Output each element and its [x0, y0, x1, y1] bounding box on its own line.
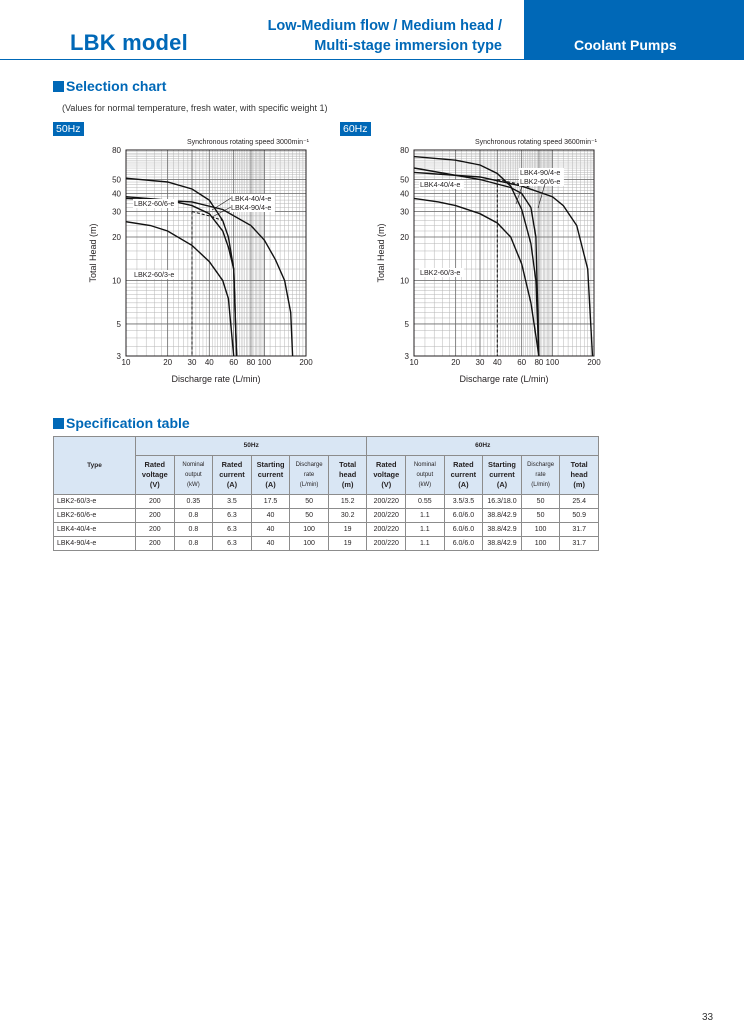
column-header: [406, 456, 445, 495]
y-tick-label: 30: [400, 207, 409, 217]
table-cell: 1.1: [406, 509, 445, 523]
table-cell: 50: [290, 495, 329, 509]
table-row: [54, 509, 599, 523]
column-header-line: current: [257, 470, 284, 479]
y-tick-label: 50: [400, 175, 409, 185]
chart-title: Synchronous rotating speed 3000min⁻¹: [187, 139, 309, 146]
table-cell: 17.5: [251, 495, 290, 509]
cell-type: LBK4-40/4-e: [54, 523, 136, 537]
column-header-line: Nominal: [413, 462, 436, 468]
column-header-line: Starting: [488, 460, 516, 469]
column-header-line: Rated: [144, 460, 166, 469]
heading-square-icon: [53, 418, 64, 429]
table-cell: 200: [136, 509, 175, 523]
table-cell: 38.8/42.9: [483, 509, 522, 523]
column-header-line: rate: [303, 472, 315, 478]
x-tick-label: 80: [246, 358, 256, 367]
column-header-row: [54, 456, 599, 495]
table-cell: 38.8/42.9: [483, 523, 522, 537]
page-number: 33: [702, 1012, 714, 1023]
heading-square-icon: [53, 81, 64, 92]
table-cell: 3.5: [213, 495, 252, 509]
column-header: [251, 456, 290, 495]
subtitle-line-1: Low-Medium flow / Medium head /: [267, 18, 502, 34]
column-header-line: (L/min): [299, 482, 319, 488]
model-title: LBK model: [70, 30, 188, 55]
table-cell: 50: [521, 509, 560, 523]
series-annotation: LBK2-60/3-e: [420, 268, 461, 277]
column-header-line: output: [185, 472, 202, 478]
chart-50hz: [82, 134, 318, 392]
table-cell: 25.4: [560, 495, 599, 509]
column-header-line: head: [339, 470, 357, 479]
series-line: [414, 198, 539, 356]
column-header-line: Rated: [375, 460, 397, 469]
x-tick-label: 100: [545, 358, 560, 367]
column-header-line: voltage: [141, 470, 168, 479]
table-row: [54, 495, 599, 509]
column-header-line: (A): [265, 480, 276, 489]
column-header-line: voltage: [373, 470, 400, 479]
y-tick-label: 20: [112, 232, 121, 242]
column-header-line: Starting: [256, 460, 285, 469]
x-tick-label: 200: [587, 358, 601, 367]
column-header-line: current: [219, 470, 245, 479]
table-row: [54, 523, 599, 537]
y-tick-label: 20: [400, 232, 409, 242]
x-tick-label: 60: [517, 358, 527, 367]
column-header-line: current: [489, 470, 515, 479]
cell-type: LBK4-90/4-e: [54, 537, 136, 551]
table-cell: 6.0/6.0: [444, 509, 483, 523]
column-header-line: (kW): [187, 482, 200, 488]
selection-chart-heading: [53, 78, 166, 94]
table-cell: 31.7: [560, 523, 599, 537]
series-annotation: LBK4-40/4-e: [420, 180, 461, 189]
column-header-line: Rated: [453, 460, 474, 469]
table-cell: 200/220: [367, 495, 406, 509]
column-header-line: Nominal: [182, 462, 205, 468]
column-header-line: current: [450, 470, 477, 479]
table-cell: 200: [136, 495, 175, 509]
table-cell: 1.1: [406, 523, 445, 537]
x-tick-label: 200: [299, 358, 313, 367]
column-header-line: (A): [496, 480, 508, 489]
table-cell: 100: [290, 523, 329, 537]
table-cell: 50.9: [560, 509, 599, 523]
y-axis-label: Total Head (m): [376, 223, 386, 283]
column-header: [174, 456, 213, 495]
y-tick-label: 10: [112, 276, 121, 286]
type-header: Type: [54, 437, 136, 495]
header-rule: [0, 59, 524, 60]
series-annotation: LBK2-60/3-e: [134, 270, 175, 279]
table-cell: 100: [521, 537, 560, 551]
y-tick-label: 3: [116, 352, 121, 361]
spec-table: [53, 436, 599, 551]
hz-50-header: 50Hz: [136, 437, 367, 456]
y-tick-label: 40: [112, 189, 121, 199]
x-tick-label: 30: [475, 358, 485, 367]
table-cell: 200/220: [367, 537, 406, 551]
table-cell: 40: [251, 509, 290, 523]
model-subtitle: [268, 16, 502, 56]
y-tick-label: 5: [404, 319, 409, 329]
chart-note: (Values for normal temperature, fresh water, with specific weight 1): [62, 103, 328, 113]
annotation-leader-line: [516, 186, 522, 204]
series-annotation: LBK4-90/4-e: [231, 203, 272, 212]
table-cell: 40: [251, 537, 290, 551]
column-header-line: head: [570, 470, 588, 479]
table-cell: 0.8: [174, 509, 213, 523]
column-header-line: Discharge: [295, 462, 323, 468]
table-cell: 15.2: [328, 495, 367, 509]
table-cell: 100: [521, 523, 560, 537]
cell-type: LBK2-60/6-e: [54, 509, 136, 523]
x-axis-label: Discharge rate (L/min): [459, 374, 549, 384]
y-tick-label: 5: [116, 319, 121, 329]
table-cell: 100: [290, 537, 329, 551]
table-cell: 19: [328, 537, 367, 551]
column-header-line: Rated: [221, 460, 243, 469]
x-tick-label: 20: [163, 358, 173, 367]
table-cell: 0.35: [174, 495, 213, 509]
x-tick-label: 40: [204, 358, 214, 367]
x-tick-label: 60: [229, 358, 239, 367]
column-header-line: (A): [458, 480, 469, 489]
table-cell: 6.0/6.0: [444, 523, 483, 537]
column-header: [560, 456, 599, 495]
spec-table-title: Specification table: [66, 415, 190, 431]
column-header-line: (A): [226, 480, 238, 489]
table-cell: 50: [521, 495, 560, 509]
hz-60-header: 60Hz: [367, 437, 599, 456]
column-header-line: (m): [341, 480, 354, 489]
chart-title: Synchronous rotating speed 3600min⁻¹: [475, 139, 597, 146]
column-header-line: (V): [381, 480, 392, 489]
chart-60hz: [370, 134, 606, 392]
x-tick-label: 10: [121, 358, 131, 367]
table-cell: 0.8: [174, 537, 213, 551]
table-cell: 40: [251, 523, 290, 537]
column-header: [367, 456, 406, 495]
column-header: [213, 456, 252, 495]
column-header-line: (V): [149, 480, 160, 489]
x-tick-label: 10: [409, 358, 419, 367]
chart-svg: [82, 134, 318, 392]
column-header-line: output: [416, 472, 434, 478]
y-axis-label: Total Head (m): [88, 223, 98, 283]
column-header-line: (kW): [418, 482, 432, 488]
column-header: [136, 456, 175, 495]
column-header-line: (m): [573, 480, 585, 489]
y-tick-label: 50: [112, 175, 121, 185]
table-cell: 200: [136, 523, 175, 537]
table-cell: 6.0/6.0: [444, 537, 483, 551]
column-header: [444, 456, 483, 495]
table-cell: 16.3/18.0: [483, 495, 522, 509]
column-header-line: (L/min): [531, 482, 550, 488]
table-cell: 6.3: [213, 537, 252, 551]
table-cell: 200/220: [367, 523, 406, 537]
x-tick-label: 30: [187, 358, 197, 367]
x-axis-label: Discharge rate (L/min): [171, 374, 261, 384]
series-annotation: LBK2-60/6-e: [520, 177, 561, 186]
table-cell: 200: [136, 537, 175, 551]
column-header-line: Total: [570, 460, 588, 469]
y-tick-label: 80: [400, 146, 409, 155]
table-cell: 0.55: [406, 495, 445, 509]
x-tick-label: 40: [492, 358, 502, 367]
table-row: [54, 537, 599, 551]
table-cell: 0.8: [174, 523, 213, 537]
y-tick-label: 30: [112, 207, 121, 217]
spec-table-heading: [53, 415, 190, 431]
table-cell: 6.3: [213, 523, 252, 537]
series-annotation: LBK4-90/4-e: [520, 168, 561, 177]
table-cell: 50: [290, 509, 329, 523]
column-header: [328, 456, 367, 495]
table-cell: 19: [328, 523, 367, 537]
y-tick-label: 80: [112, 146, 121, 155]
category-label: Coolant Pumps: [574, 37, 677, 53]
table-cell: 30.2: [328, 509, 367, 523]
table-cell: 38.8/42.9: [483, 537, 522, 551]
y-tick-label: 3: [404, 352, 409, 361]
chart-svg: [370, 134, 606, 392]
column-header: [483, 456, 522, 495]
table-cell: 3.5/3.5: [444, 495, 483, 509]
selection-chart-title: Selection chart: [66, 78, 167, 94]
x-tick-label: 80: [534, 358, 544, 367]
table-cell: 200/220: [367, 509, 406, 523]
y-tick-label: 10: [400, 276, 409, 286]
table-cell: 1.1: [406, 537, 445, 551]
page-header: [0, 0, 744, 60]
series-annotation: LBK2-60/6-e: [134, 199, 175, 208]
x-tick-label: 20: [451, 358, 461, 367]
column-header-line: Total: [339, 460, 357, 469]
hz-tag-50: 50Hz: [53, 122, 84, 136]
x-tick-label: 100: [257, 358, 272, 367]
series-annotation: LBK4-40/4-e: [231, 194, 272, 203]
spec-table-body: [54, 495, 599, 551]
y-tick-label: 40: [400, 189, 409, 199]
column-header-line: rate: [535, 472, 546, 478]
column-header-line: Discharge: [527, 462, 555, 468]
column-header: [521, 456, 560, 495]
table-cell: 31.7: [560, 537, 599, 551]
category-band: [524, 0, 744, 60]
hz-tag-60: 60Hz: [340, 122, 371, 136]
subtitle-line-2: Multi-stage immersion type: [314, 38, 502, 54]
table-cell: 6.3: [213, 509, 252, 523]
cell-type: LBK2-60/3-e: [54, 495, 136, 509]
column-header: [290, 456, 329, 495]
